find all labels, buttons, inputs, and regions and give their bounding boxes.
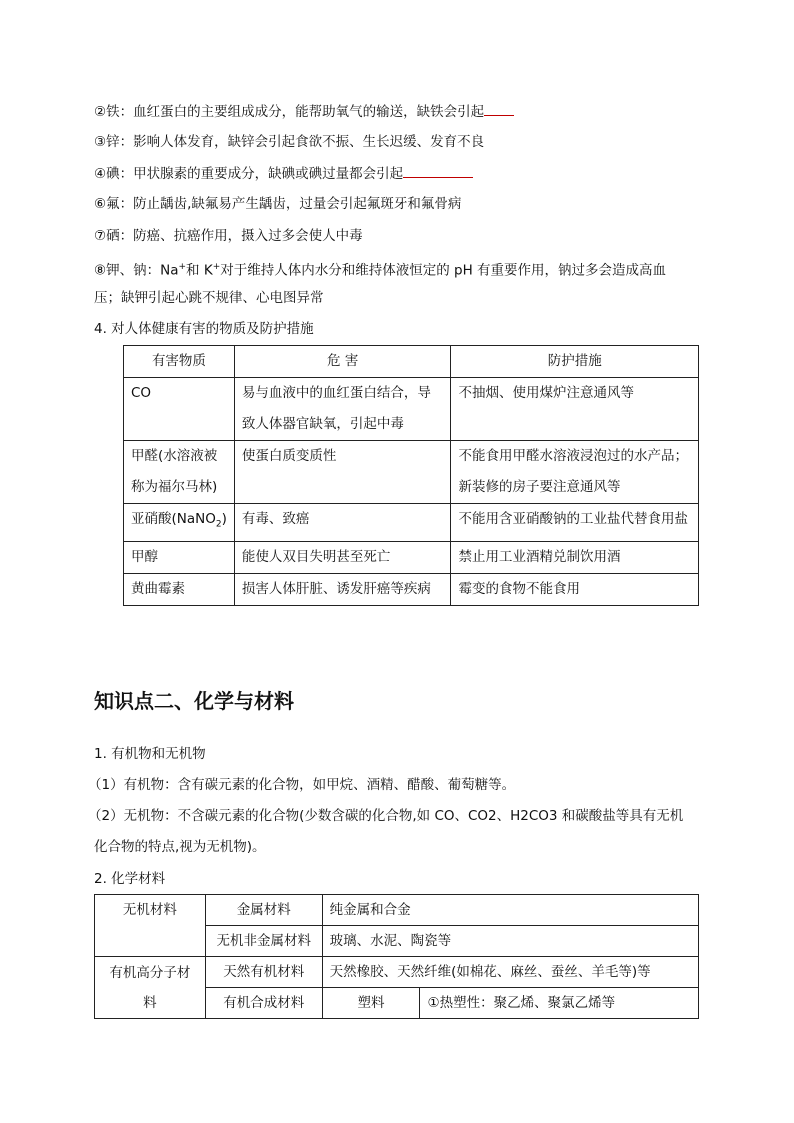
substance-cell: 黄曲霉素 — [124, 573, 235, 605]
description-cell: ①热塑性：聚乙烯、聚氯乙烯等 — [420, 988, 699, 1019]
selenium-line: ⑦硒：防癌、抗癌作用，摄入过多会使人中毒 — [94, 228, 363, 244]
description-cell: 玻璃、水泥、陶瓷等 — [322, 926, 698, 957]
subcategory-cell: 无机非金属材料 — [205, 926, 322, 957]
potassium-sodium-line: ⑧钾、钠：Na+和 K+对于维持人体内水分和维持体液恒定的 pH 有重要作用，钠过多会造成高血 — [94, 262, 667, 279]
subsection-2-title: 2. 化学材料 — [94, 871, 166, 887]
protection-cell: 不能食用甲醛水溶液浸泡过的水产品；新装修的房子要注意通风等 — [451, 441, 699, 504]
table-row — [95, 895, 699, 926]
subcategory-cell: 金属材料 — [205, 895, 322, 926]
subsection-1-title: 1. 有机物和无机物 — [94, 746, 206, 762]
material-type-cell: 塑料 — [322, 988, 420, 1019]
table-row — [95, 957, 699, 988]
subcategory-cell: 天然有机材料 — [205, 957, 322, 988]
header-cell: 危 害 — [234, 346, 451, 378]
table-row — [124, 541, 699, 573]
section-heading: 知识点二、化学与材料 — [94, 689, 294, 713]
header-cell: 防护措施 — [451, 346, 699, 378]
harm-cell: 损害人体肝脏、诱发肝癌等疾病 — [234, 573, 451, 605]
substance-cell: 甲醇 — [124, 541, 235, 573]
category-cell: 有机高分子材 料 — [95, 957, 206, 1019]
table-row — [124, 504, 699, 542]
table-row — [124, 573, 699, 605]
description-cell: 天然橡胶、天然纤维(如棉花、麻丝、蚕丝、羊毛等)等 — [322, 957, 698, 988]
materials-table — [94, 894, 699, 1019]
section-4-title: 4. 对人体健康有害的物质及防护措施 — [94, 321, 314, 337]
protection-cell: 霉变的食物不能食用 — [451, 573, 699, 605]
fluorine-line: ⑥氟：防止龋齿,缺氟易产生龋齿，过量会引起氟斑牙和氟骨病 — [94, 196, 462, 212]
protection-cell: 禁止用工业酒精兑制饮用酒 — [451, 541, 699, 573]
harm-cell: 使蛋白质变质性 — [234, 441, 451, 504]
harm-cell: 有毒、致癌 — [234, 504, 451, 542]
harmful-substances-table — [123, 345, 699, 606]
inorganic-definition-2: 化合物的特点,视为无机物)。 — [94, 839, 266, 855]
header-cell: 有害物质 — [124, 346, 235, 378]
answer-blank — [484, 101, 514, 116]
harm-cell: 易与血液中的血红蛋白结合，导致人体器官缺氧，引起中毒 — [234, 378, 451, 441]
harm-cell: 能使人双目失明甚至死亡 — [234, 541, 451, 573]
protection-cell: 不抽烟、使用煤炉注意通风等 — [451, 378, 699, 441]
table-header-row — [124, 346, 699, 378]
substance-cell: CO — [124, 378, 235, 441]
substance-cell: 甲醛(水溶液被称为福尔马林) — [124, 441, 235, 504]
answer-blank — [403, 163, 473, 178]
potassium-sodium-line-2: 压；缺钾引起心跳不规律、心电图异常 — [94, 290, 324, 306]
zinc-line: ③锌：影响人体发育，缺锌会引起食欲不振、生长迟缓、发育不良 — [94, 134, 485, 150]
organic-definition: （1）有机物：含有碳元素的化合物，如甲烷、酒精、醋酸、葡萄糖等。 — [88, 777, 516, 793]
description-cell: 纯金属和合金 — [322, 895, 698, 926]
inorganic-definition: （2）无机物：不含碳元素的化合物(少数含碳的化合物,如 CO、CO2、H2CO3 和碳酸盐等具有无机 — [88, 808, 684, 824]
iron-line: ②铁：血红蛋白的主要组成成分，能帮助氧气的输送，缺铁会引起 — [94, 101, 514, 122]
table-row — [124, 441, 699, 504]
protection-cell: 不能用含亚硝酸钠的工业盐代替食用盐 — [451, 504, 699, 542]
subcategory-cell: 有机合成材料 — [205, 988, 322, 1019]
iodine-line: ④碘：甲状腺素的重要成分，缺碘或碘过量都会引起 — [94, 163, 473, 184]
substance-cell: 亚硝酸(NaNO$_2$) — [124, 504, 235, 542]
table-row — [124, 378, 699, 441]
category-cell: 无机材料 — [95, 895, 206, 957]
